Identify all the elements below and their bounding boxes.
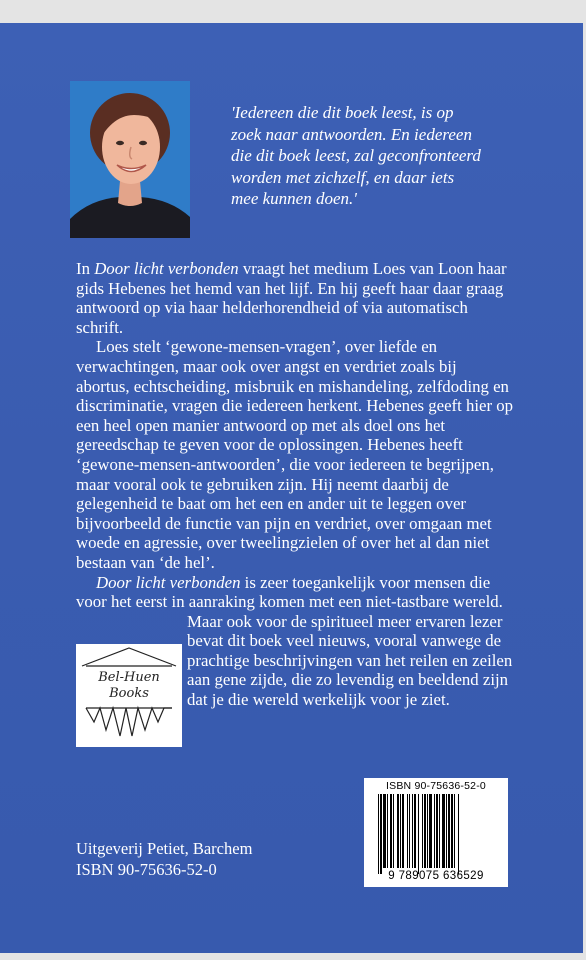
blurb-paragraph-2: Loes stelt ‘gewone-mensen-vragen’, over liefde en verwachtingen, maar ook over angst en verdriet zoals bij abortus, echtscheiding, misbruik en mishandeling, zelfdoding en discriminatie, vragen die iedereen herkent. Hebenes geeft hier op een heel open manier antwoord op met als doel ons het gereedschap te geven voor de oplossingen. Hebenes heeft ‘gewone-mensen-antwoorden’, die voor iedereen te begrijpen, maar vooral ook te gebruiken zijn. Hij neemt daarbij de gelegenheid te baat om het een en ander uit te leggen over bijvoorbeeld de functie van pijn en verdriet, over omgaan met woede en agressie, over tweelingzielen of over het al dan niet bestaan van ‘de hel’. bbox=[76, 337, 514, 572]
author-quote: 'Iedereen die dit boek leest, is op zoek naar antwoorden. En iedereen die dit boek leest, zal geconfronteerd worden met zichzelf, en daar iets mee kunnen doen.' bbox=[231, 103, 481, 208]
barcode-bar bbox=[387, 794, 388, 868]
barcode-bar bbox=[434, 794, 435, 868]
barcode-bar bbox=[429, 794, 432, 868]
text: vraagt het medium Loes van Loon haar gids Hebenes het hemd van het lijf. En hij geeft haar daar graag antwoord op via haar helderhorendheid of via automatisch schrift. bbox=[76, 259, 507, 337]
barcode-bar bbox=[402, 794, 404, 868]
logo-line-2: Books bbox=[109, 686, 149, 701]
barcode-bar bbox=[378, 794, 379, 874]
barcode-bar bbox=[414, 794, 416, 868]
barcode-bar bbox=[380, 794, 382, 874]
publisher-logo bbox=[76, 644, 182, 747]
blurb bbox=[76, 259, 514, 710]
book-title: Door licht verbonden bbox=[96, 572, 241, 592]
author-portrait-image bbox=[70, 81, 190, 238]
barcode-bar bbox=[427, 794, 428, 868]
barcode-bar bbox=[442, 794, 445, 868]
barcode-bar bbox=[390, 794, 392, 868]
barcode-bar bbox=[409, 794, 410, 868]
blurb-paragraph-3 bbox=[76, 573, 514, 612]
barcode-bar bbox=[393, 794, 394, 868]
barcode bbox=[364, 778, 508, 887]
publisher-isbn: ISBN 90-75636-52-0 bbox=[76, 860, 217, 879]
barcode-bar bbox=[458, 794, 459, 874]
back-cover bbox=[0, 23, 583, 953]
barcode-bar bbox=[400, 794, 401, 868]
publisher-info bbox=[76, 838, 252, 880]
barcode-bar bbox=[418, 794, 419, 874]
barcode-bar bbox=[383, 794, 386, 868]
barcode-digits: 9 789075 636529 bbox=[388, 870, 484, 882]
barcode-bar bbox=[397, 794, 399, 868]
text: In bbox=[76, 259, 95, 278]
publisher-name: Uitgeverij Petiet, Barchem bbox=[76, 839, 253, 858]
blurb-paragraph-4: Maar ook voor de spiritueel meer ervaren lezer bevat dit boek veel nieuws, vooral vanwege de prachtige beschrijvingen van het reilen en zeilen aan gene zijde, die zo levendig en beeldend zijn dat je die wereld werkelijk voor je ziet. bbox=[187, 611, 513, 710]
barcode-bar bbox=[436, 794, 438, 868]
barcode-bar bbox=[412, 794, 413, 868]
barcode-bar bbox=[407, 794, 408, 868]
text: is zeer toegankelijk voor mensen die voor het eerst in aanraking komen met een niet-tastbare wereld. bbox=[76, 572, 503, 612]
barcode-bar bbox=[454, 794, 455, 868]
barcode-bar bbox=[422, 794, 423, 868]
blurb-paragraph-1 bbox=[76, 259, 514, 337]
logo-line-1: Bel-Huen bbox=[98, 670, 160, 685]
barcode-bar bbox=[439, 794, 440, 868]
barcode-isbn: ISBN 90-75636-52-0 bbox=[386, 780, 486, 792]
author-photo bbox=[70, 81, 190, 238]
barcode-bar bbox=[446, 794, 447, 868]
barcode-bar bbox=[424, 794, 426, 868]
barcode-bar bbox=[451, 794, 453, 868]
book-title: Door licht verbonden bbox=[94, 259, 239, 278]
barcode-bar bbox=[448, 794, 450, 868]
